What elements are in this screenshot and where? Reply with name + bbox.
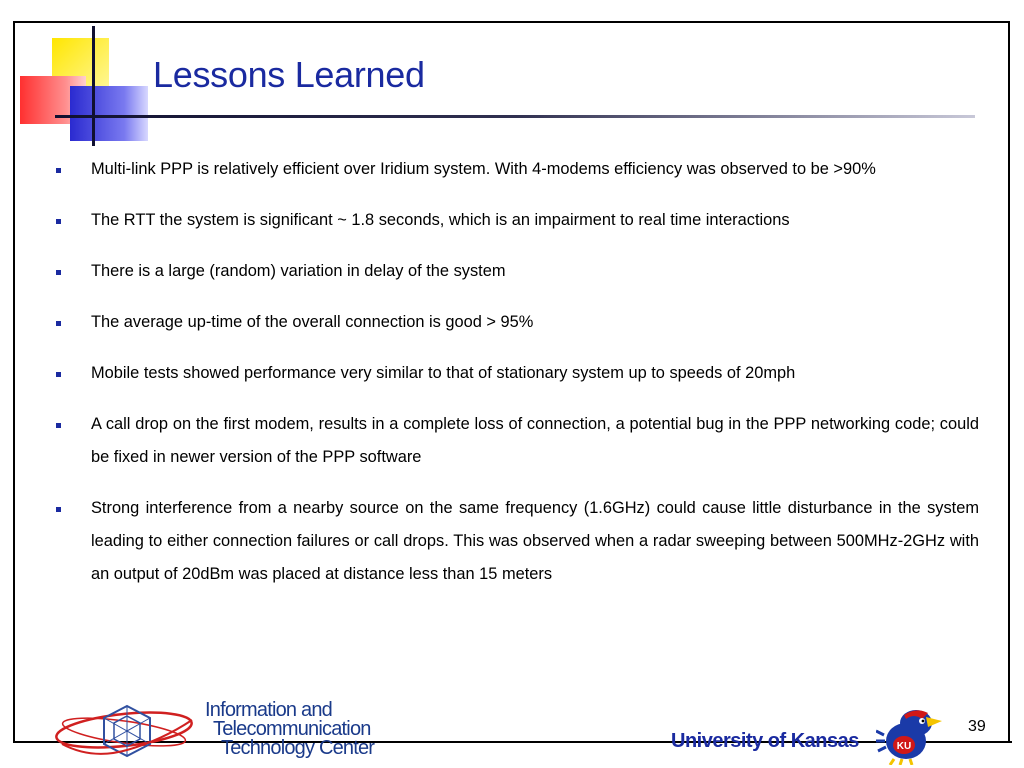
bullet-square-icon [56,423,61,428]
decor-vertical-line [92,26,95,146]
ittc-line: Information and [205,699,332,721]
bullet-square-icon [56,270,61,275]
footer-rule-right [942,741,1012,743]
ittc-wordmark [205,701,374,758]
page-number: 39 [968,718,986,735]
bullet-text: A call drop on the first modem, results in a complete loss of connection, a potential bug in the PPP networking code; could be fixed in newer version of the PPP software [91,415,979,466]
ittc-logo-icon [52,700,202,764]
bullet-square-icon [56,321,61,326]
bullet-text: There is a large (random) variation in delay of the system [91,262,506,280]
ittc-line: Telecommunication [213,718,371,740]
bullet-item [48,153,979,186]
bullet-square-icon [56,219,61,224]
bullet-item [48,408,979,474]
bullet-item [48,357,979,390]
bullet-text: Multi-link PPP is relatively efficient over Iridium system. With 4-modems efficiency was observed to be >90% [91,160,876,178]
jayhawk-icon [876,705,942,765]
slide-title: Lessons Learned [153,54,425,95]
bullet-list [48,153,979,609]
bullet-text: Mobile tests showed performance very similar to that of stationary system up to speeds of 20mph [91,364,796,382]
bullet-square-icon [56,168,61,173]
bullet-item [48,204,979,237]
bullet-square-icon [56,507,61,512]
bullet-item [48,255,979,288]
jayhawk-letters: KU [896,741,912,752]
bullet-text: The average up-time of the overall connection is good > 95% [91,313,534,331]
decor-title-underline [55,115,975,118]
ittc-line: Technology Center [221,737,375,759]
decor-blue-bar [70,86,148,141]
bullet-text: The RTT the system is significant ~ 1.8 seconds, which is an impairment to real time interactions [91,211,790,229]
bullet-text: Strong interference from a nearby source on the same frequency (1.6GHz) could cause little disturbance in the system leading to either connection failures or call drops. This was observed when a radar sweeping between 500MHz-2GHz with an output of 20dBm was placed at distance less than 15 meters [91,499,979,583]
bullet-item [48,306,979,339]
university-name: University of Kansas [671,730,859,752]
footer-rule-middle [395,741,665,743]
bullet-square-icon [56,372,61,377]
bullet-item [48,492,979,591]
